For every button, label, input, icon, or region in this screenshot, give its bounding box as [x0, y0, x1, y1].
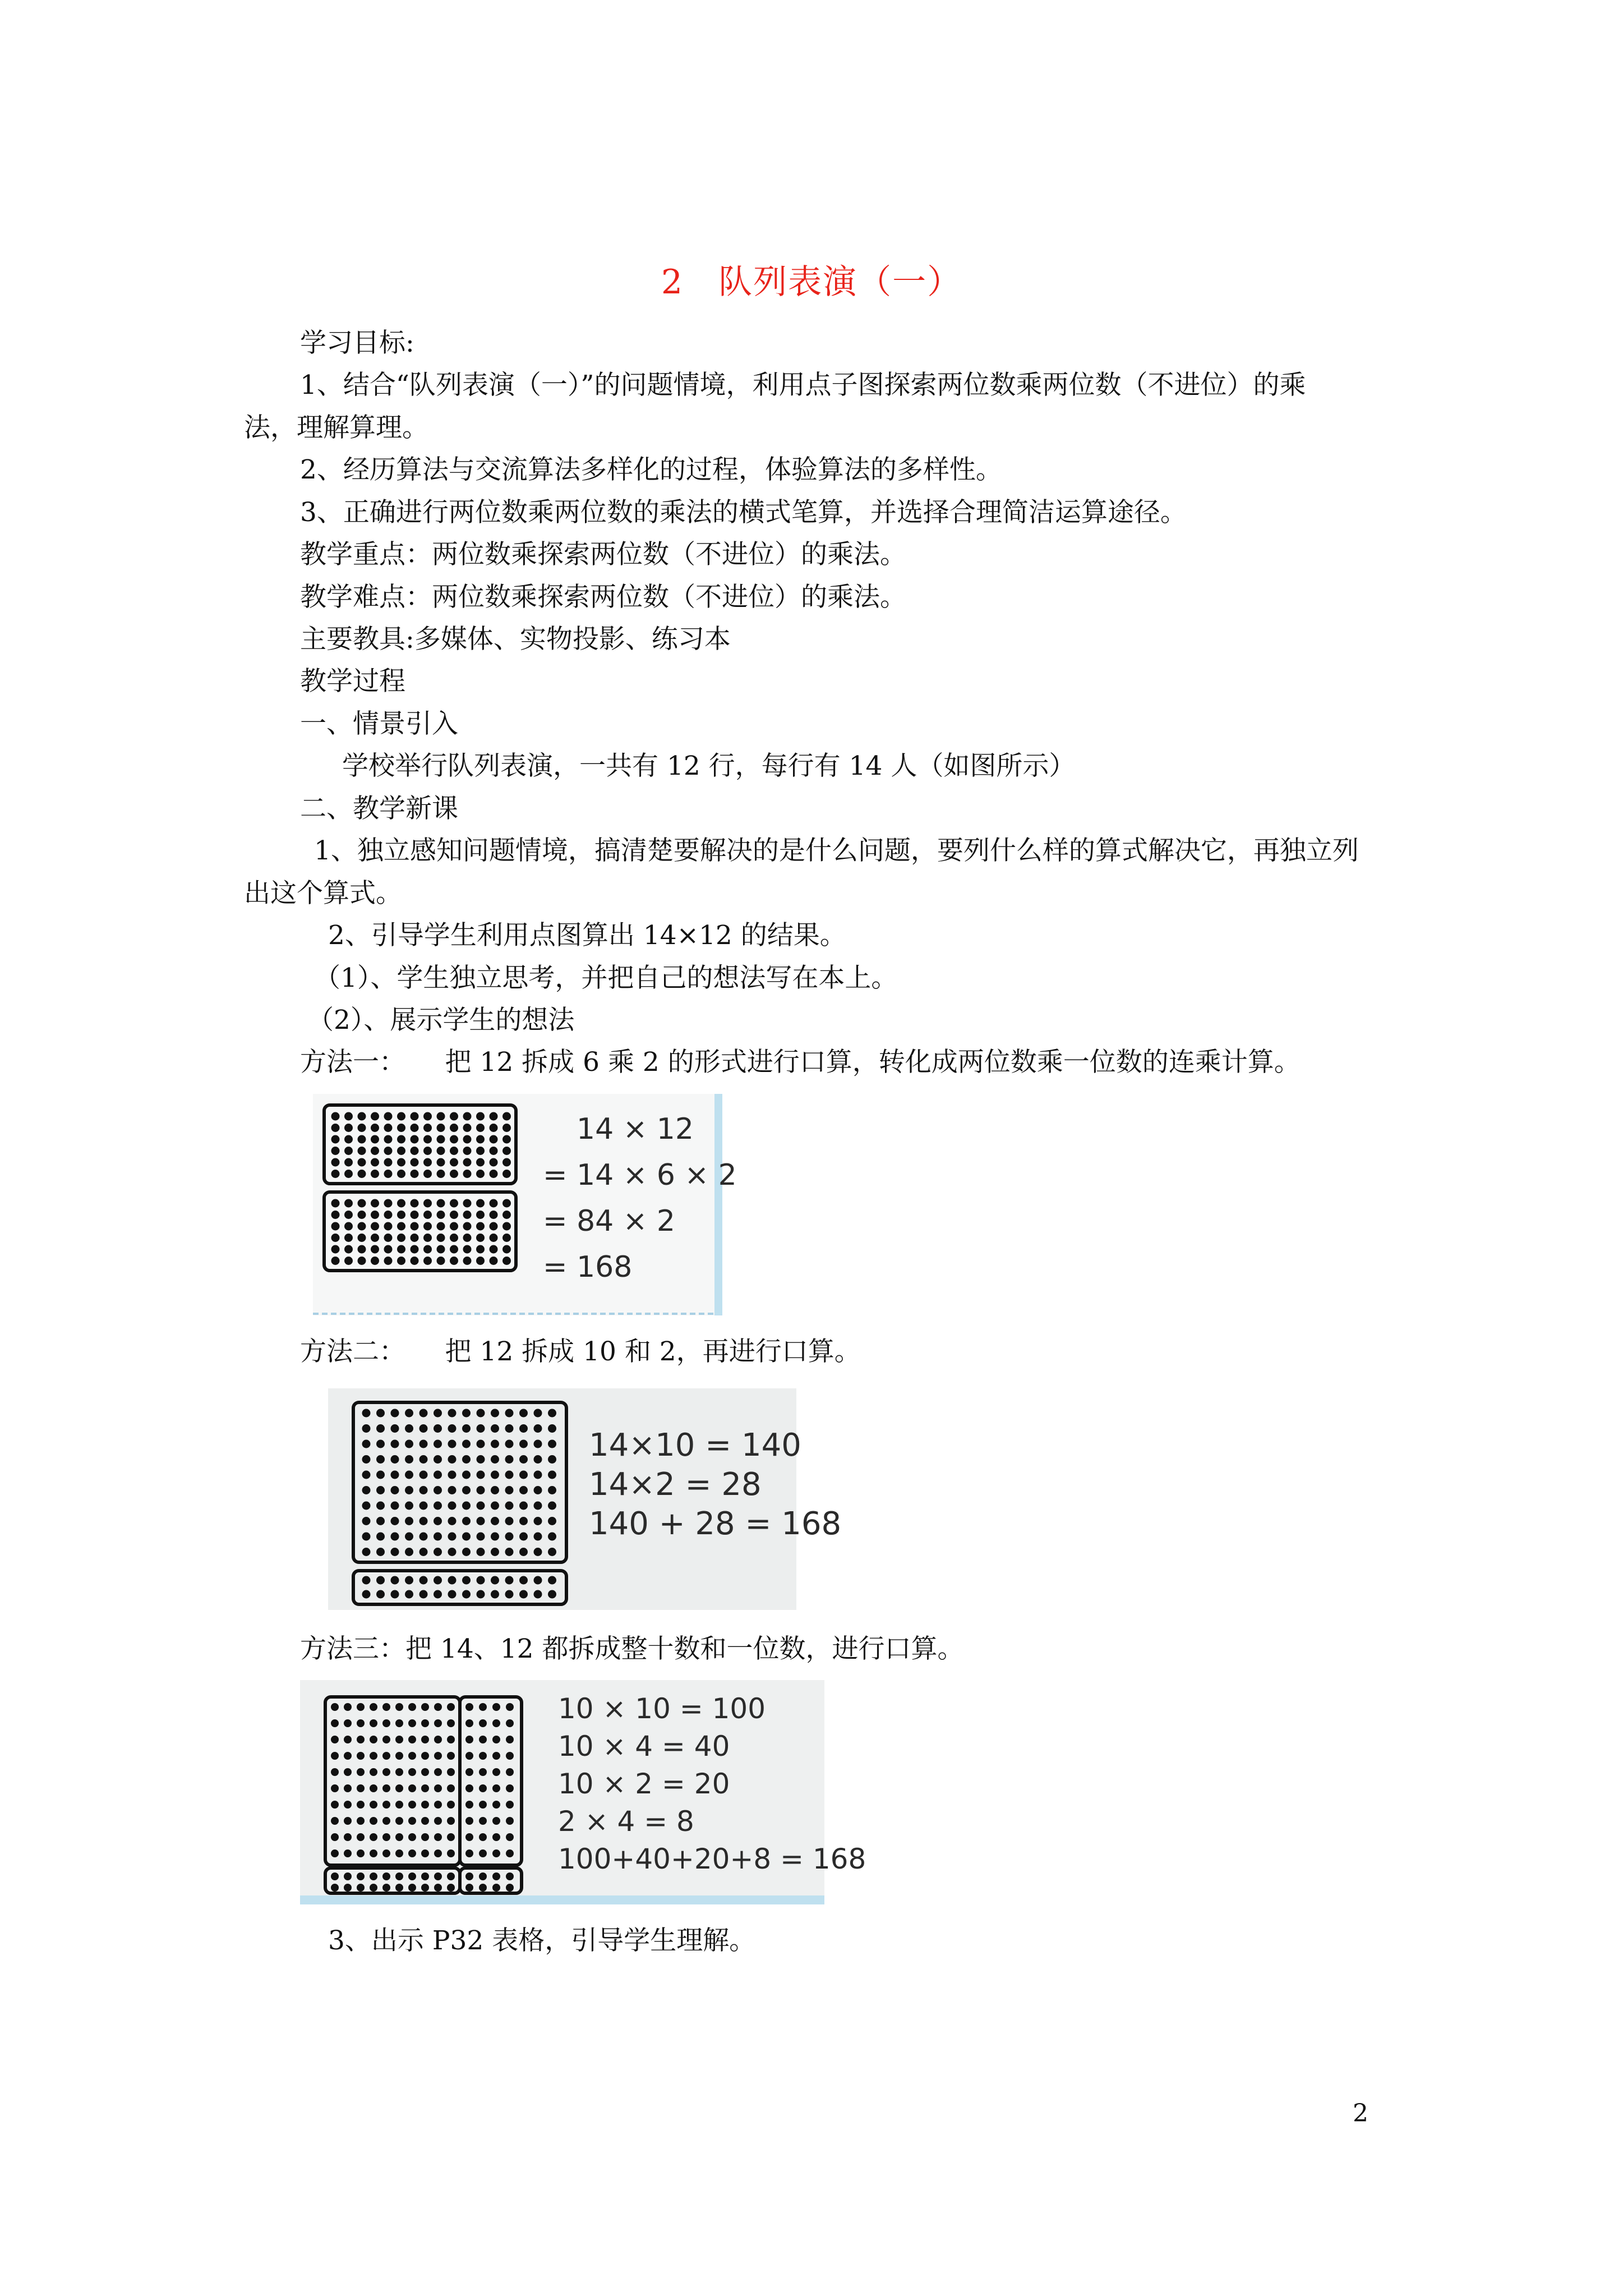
section-1-heading: 一、情景引入 — [300, 708, 458, 739]
teaching-process-heading: 教学过程 — [300, 666, 405, 697]
scenario-text: 学校举行队列表演，一共有 12 行，每行有 14 人（如图所示） — [342, 751, 1076, 781]
method-3-text: 方法三：把 14、12 都拆成整十数和一位数，进行口算。 — [300, 1634, 964, 1664]
step-2-sub-2: （2）、展示学生的想法 — [307, 1005, 575, 1036]
method-3-formula-4: 2 × 4 = 8 — [558, 1805, 694, 1838]
page-number: 2 — [1353, 2099, 1368, 2128]
method-1-formula-1: 14 × 12 — [577, 1112, 694, 1146]
method-3-formula-5: 100+40+20+8 = 168 — [558, 1843, 866, 1875]
objective-1-line-2: 法，理解算理。 — [244, 412, 428, 443]
method-1-formula-2: = 14 × 6 × 2 — [543, 1158, 737, 1192]
method-1-text: 方法一： 把 12 拆成 6 乘 2 的形式进行口算，转化成两位数乘一位数的连乘计算。 — [300, 1047, 1301, 1078]
objectives-heading: 学习目标: — [300, 328, 414, 358]
method-1-figure — [313, 1094, 737, 1315]
step-3: 3、出示 P32 表格，引导学生理解。 — [328, 1925, 756, 1956]
lesson-title: 2 队列表演（一） — [661, 263, 962, 302]
method-2-figure — [328, 1388, 842, 1610]
method-1-formula-3: = 84 × 2 — [543, 1204, 675, 1238]
step-2-sub-1: （1）、学生独立思考，并把自己的想法写在本上。 — [314, 963, 898, 993]
objective-2: 2、经历算法与交流算法多样化的过程，体验算法的多样性。 — [300, 454, 1002, 485]
teaching-difficulty: 教学难点：两位数乘探索两位数（不进位）的乘法。 — [300, 582, 906, 613]
teaching-focus: 教学重点：两位数乘探索两位数（不进位）的乘法。 — [300, 539, 906, 570]
step-2: 2、引导学生利用点图算出 14×12 的结果。 — [328, 920, 846, 951]
method-2-formula-2: 14×2 = 28 — [589, 1466, 762, 1503]
method-3-formula-3: 10 × 2 = 20 — [558, 1768, 730, 1800]
section-2-heading: 二、教学新课 — [300, 793, 458, 824]
step-1-line-2: 出这个算式。 — [244, 878, 402, 909]
method-3-figure — [300, 1680, 866, 1904]
teaching-aids: 主要教具:多媒体、实物投影、练习本 — [300, 624, 731, 655]
method-2-formula-1: 14×10 = 140 — [589, 1427, 801, 1464]
objective-1-line-1: 1、结合“队列表演（一）”的问题情境，利用点子图探索两位数乘两位数（不进位）的乘 — [300, 370, 1306, 401]
method-1-formula-4: = 168 — [543, 1250, 633, 1284]
method-3-formula-1: 10 × 10 = 100 — [558, 1692, 766, 1725]
step-1-line-1: 1、独立感知问题情境，搞清楚要解决的是什么问题，要列什么样的算式解决它，再独立列 — [314, 835, 1359, 866]
objective-3: 3、正确进行两位数乘两位数的乘法的横式笔算，并选择合理简洁运算途径。 — [300, 497, 1187, 528]
method-2-formula-3: 140 + 28 = 168 — [589, 1506, 842, 1542]
method-3-formula-2: 10 × 4 = 40 — [558, 1730, 730, 1763]
method-2-text: 方法二： 把 12 拆成 10 和 2，再进行口算。 — [300, 1336, 861, 1367]
